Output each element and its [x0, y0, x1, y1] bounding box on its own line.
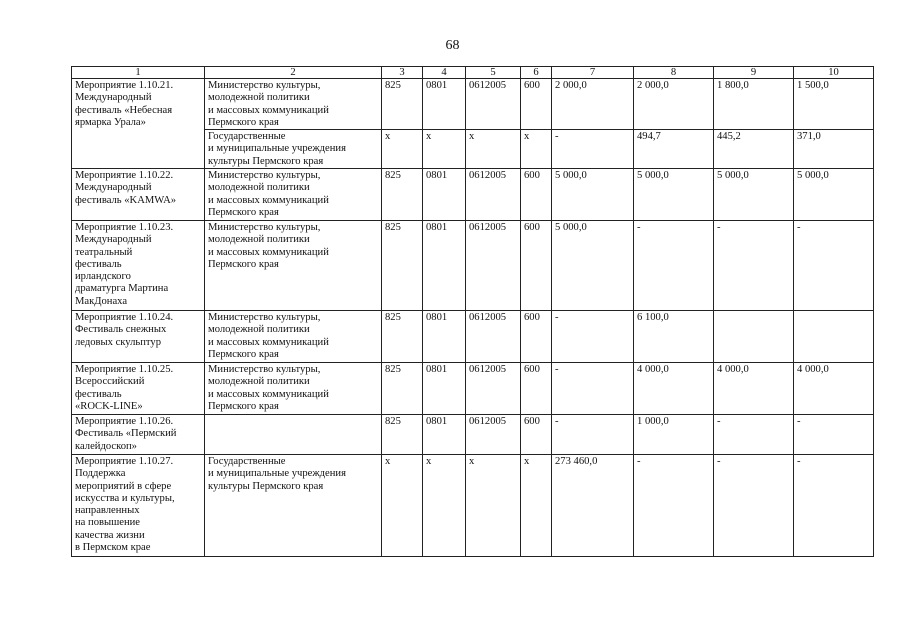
section-code-cell: 0801: [423, 362, 466, 414]
year-1-amount-cell: 273 460,0: [552, 454, 634, 556]
gp-code-cell: 825: [382, 168, 423, 220]
section-code-cell: 0801: [423, 220, 466, 310]
gp-code-cell: 825: [382, 79, 423, 130]
column-header: 2: [205, 67, 382, 79]
expense-type-cell: х: [521, 454, 552, 556]
year-4-amount-cell: 5 000,0: [794, 168, 874, 220]
year-3-amount-cell: 445,2: [714, 130, 794, 169]
target-code-cell: 0612005: [466, 310, 521, 362]
target-code-cell: х: [466, 454, 521, 556]
year-2-amount-cell: 6 100,0: [634, 310, 714, 362]
event-name-line: Фестиваль «Пермский: [75, 428, 177, 440]
table-row: [72, 79, 874, 130]
event-name-line: Международный: [75, 234, 152, 246]
executor-line: Министерство культуры,: [208, 363, 321, 375]
section-code-cell: х: [423, 130, 466, 169]
event-name-cell: [72, 454, 205, 556]
event-name-line: фестиваль «KAMWA»: [75, 194, 177, 206]
expense-type-cell: 600: [521, 414, 552, 454]
year-2-amount-cell: -: [634, 220, 714, 310]
event-name-line: фестиваль: [75, 258, 122, 270]
year-4-amount-cell: 1 500,0: [794, 79, 874, 130]
event-name-line: театральный: [75, 246, 133, 258]
event-name-line: искусства и культуры,: [75, 492, 175, 504]
executor-line: и массовых коммуникаций: [208, 336, 329, 348]
executor-line: молодежной политики: [208, 376, 310, 388]
event-name-line: Мероприятие 1.10.25.: [75, 363, 174, 375]
event-name-line: Мероприятие 1.10.26.: [75, 415, 174, 427]
year-2-amount-cell: 494,7: [634, 130, 714, 169]
gp-code-cell: 825: [382, 220, 423, 310]
executor-line: Пермского края: [208, 400, 279, 412]
target-code-cell: 0612005: [466, 362, 521, 414]
year-1-amount-cell: 5 000,0: [552, 220, 634, 310]
year-1-amount-cell: -: [552, 130, 634, 169]
section-code-cell: 0801: [423, 79, 466, 130]
table-body: [72, 79, 874, 557]
target-code-cell: 0612005: [466, 414, 521, 454]
event-name-cell: [72, 79, 205, 169]
event-name-line: Мероприятие 1.10.22.: [75, 169, 174, 181]
executor-cell: [205, 220, 382, 310]
table-row: [72, 168, 874, 220]
event-name-line: Фестиваль снежных: [75, 324, 167, 336]
executor-line: Государственные: [208, 455, 286, 467]
executor-line: Пермского края: [208, 206, 279, 218]
executor-line: Государственные: [208, 131, 286, 143]
target-code-cell: 0612005: [466, 79, 521, 130]
year-1-amount-cell: 5 000,0: [552, 168, 634, 220]
target-code-cell: 0612005: [466, 168, 521, 220]
column-header: 10: [794, 67, 874, 79]
column-header: 3: [382, 67, 423, 79]
section-code-cell: 0801: [423, 168, 466, 220]
executor-line: и массовых коммуникаций: [208, 194, 329, 206]
event-name-line: «ROCK-LINE»: [75, 400, 143, 412]
year-3-amount-cell: 1 800,0: [714, 79, 794, 130]
event-name-line: на повышение: [75, 517, 141, 529]
header-row: [72, 67, 874, 79]
executor-line: культуры Пермского края: [208, 480, 324, 492]
gp-code-cell: 825: [382, 362, 423, 414]
executor-line: Пермского края: [208, 348, 279, 360]
table-row: [72, 310, 874, 362]
expense-type-cell: 600: [521, 79, 552, 130]
event-name-line: качества жизни: [75, 529, 145, 541]
executor-line: Министерство культуры,: [208, 169, 321, 181]
year-2-amount-cell: 1 000,0: [634, 414, 714, 454]
column-header: 9: [714, 67, 794, 79]
table-row: [72, 220, 874, 310]
event-name-line: Всероссийский: [75, 376, 145, 388]
year-4-amount-cell: 371,0: [794, 130, 874, 169]
event-name-line: ирландского: [75, 271, 131, 283]
page-number: 68: [445, 38, 460, 53]
column-header: 8: [634, 67, 714, 79]
year-4-amount-cell: 4 000,0: [794, 362, 874, 414]
year-4-amount-cell: [794, 310, 874, 362]
executor-line: молодежной политики: [208, 182, 310, 194]
executor-cell: [205, 79, 382, 130]
event-name-line: Мероприятие 1.10.23.: [75, 221, 174, 233]
executor-line: и массовых коммуникаций: [208, 104, 329, 116]
executor-line: Пермского края: [208, 258, 279, 270]
column-header: 4: [423, 67, 466, 79]
year-3-amount-cell: -: [714, 220, 794, 310]
gp-code-cell: х: [382, 454, 423, 556]
year-4-amount-cell: -: [794, 454, 874, 556]
gp-code-cell: х: [382, 130, 423, 169]
event-name-cell: [72, 310, 205, 362]
event-name-cell: [72, 414, 205, 454]
year-3-amount-cell: -: [714, 414, 794, 454]
section-code-cell: 0801: [423, 414, 466, 454]
expense-type-cell: 600: [521, 220, 552, 310]
executor-line: Министерство культуры,: [208, 80, 321, 91]
executor-cell: [205, 310, 382, 362]
event-name-cell: [72, 220, 205, 310]
year-2-amount-cell: 2 000,0: [634, 79, 714, 130]
expense-type-cell: 600: [521, 310, 552, 362]
year-1-amount-cell: -: [552, 362, 634, 414]
event-name-cell: [72, 362, 205, 414]
event-name-line: калейдоскоп»: [75, 440, 137, 452]
year-3-amount-cell: 4 000,0: [714, 362, 794, 414]
executor-cell: [205, 362, 382, 414]
event-name-line: Международный: [75, 92, 152, 104]
target-code-cell: х: [466, 130, 521, 169]
year-3-amount-cell: 5 000,0: [714, 168, 794, 220]
event-name-cell: [72, 168, 205, 220]
event-name-line: МакДонаха: [75, 295, 128, 307]
year-2-amount-cell: -: [634, 454, 714, 556]
table-row: [72, 414, 874, 454]
year-1-amount-cell: -: [552, 310, 634, 362]
target-code-cell: 0612005: [466, 220, 521, 310]
executor-cell: [205, 454, 382, 556]
executor-cell: [205, 130, 382, 169]
executor-line: и массовых коммуникаций: [208, 246, 329, 258]
event-name-line: фестиваль «Небесная: [75, 104, 173, 116]
column-header: 1: [72, 67, 205, 79]
event-name-line: мероприятий в сфере: [75, 480, 172, 492]
column-header: 5: [466, 67, 521, 79]
expense-type-cell: х: [521, 130, 552, 169]
year-1-amount-cell: 2 000,0: [552, 79, 634, 130]
event-name-line: Мероприятие 1.10.24.: [75, 311, 174, 323]
year-2-amount-cell: 5 000,0: [634, 168, 714, 220]
event-name-line: Международный: [75, 182, 152, 194]
event-name-line: в Пермском крае: [75, 541, 151, 553]
executor-line: и муниципальные учреждения: [208, 468, 346, 480]
event-name-line: ледовых скульптур: [75, 336, 162, 348]
event-name-line: Поддержка: [75, 468, 126, 480]
executor-line: молодежной политики: [208, 234, 310, 246]
event-name-line: Мероприятие 1.10.27.: [75, 455, 174, 467]
gp-code-cell: 825: [382, 310, 423, 362]
executor-cell: [205, 414, 382, 454]
table-row: [72, 362, 874, 414]
year-1-amount-cell: -: [552, 414, 634, 454]
column-header: 7: [552, 67, 634, 79]
event-name-line: направленных: [75, 505, 140, 517]
event-name-line: Мероприятие 1.10.21.: [75, 80, 174, 91]
event-name-line: ярмарка Урала»: [75, 116, 146, 128]
executor-line: Министерство культуры,: [208, 311, 321, 323]
year-4-amount-cell: -: [794, 414, 874, 454]
column-header: 6: [521, 67, 552, 79]
gp-code-cell: 825: [382, 414, 423, 454]
executor-line: молодежной политики: [208, 324, 310, 336]
section-code-cell: х: [423, 454, 466, 556]
executor-line: молодежной политики: [208, 92, 310, 104]
executor-line: и массовых коммуникаций: [208, 388, 329, 400]
year-3-amount-cell: [714, 310, 794, 362]
event-name-line: фестиваль: [75, 388, 122, 400]
executor-line: Министерство культуры,: [208, 221, 321, 233]
year-3-amount-cell: -: [714, 454, 794, 556]
executor-line: культуры Пермского края: [208, 155, 324, 167]
budget-table: [71, 66, 874, 557]
table-row: [72, 454, 874, 556]
expense-type-cell: 600: [521, 168, 552, 220]
year-4-amount-cell: -: [794, 220, 874, 310]
executor-line: и муниципальные учреждения: [208, 143, 346, 155]
executor-cell: [205, 168, 382, 220]
event-name-line: драматурга Мартина: [75, 283, 169, 295]
section-code-cell: 0801: [423, 310, 466, 362]
expense-type-cell: 600: [521, 362, 552, 414]
year-2-amount-cell: 4 000,0: [634, 362, 714, 414]
executor-line: Пермского края: [208, 116, 279, 128]
